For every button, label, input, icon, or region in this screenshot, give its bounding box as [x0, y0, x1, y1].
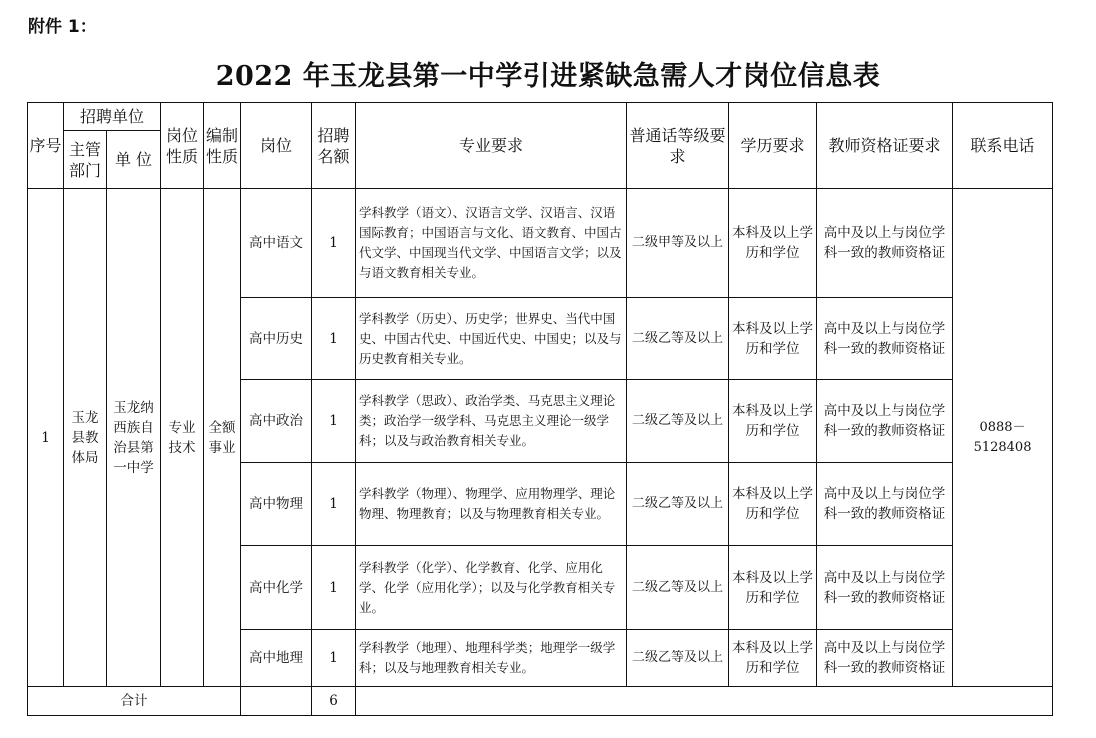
header-unit-group: 招聘单位: [64, 103, 161, 131]
post-cell: 高中物理: [241, 463, 312, 546]
unit-cell: 玉龙纳西族自治县第一中学: [107, 189, 161, 687]
header-staff-nature: 编制性质: [204, 103, 241, 189]
attachment-label: 附件 1：: [28, 17, 97, 37]
post-nature-cell: 专业技术: [161, 189, 204, 687]
certificate-cell: 高中及以上与岗位学科一致的教师资格证: [817, 380, 953, 463]
major-cell: 学科教学（语文）、汉语言文学、汉语言、汉语国际教育；中国语言与文化、语文教育、中国古代文学、中国现当代文学、中国语言文学；以及与语文教育相关专业。: [356, 189, 627, 298]
header-mandarin: 普通话等级要求: [627, 103, 729, 189]
page-title: 2022 年玉龙县第一中学引进紧缺急需人才岗位信息表: [215, 61, 881, 92]
total-post-empty: [241, 687, 312, 716]
header-row: [28, 103, 1053, 131]
total-rest-empty: [356, 687, 1053, 716]
education-cell: 本科及以上学历和学位: [729, 298, 817, 380]
total-quota: 6: [312, 687, 356, 716]
header-post-nature: 岗位性质: [161, 103, 204, 189]
education-cell: 本科及以上学历和学位: [729, 380, 817, 463]
dept-cell: 玉龙县教体局: [64, 189, 107, 687]
header-dept: 主管部门: [64, 131, 107, 189]
mandarin-cell: 二级甲等及以上: [627, 189, 729, 298]
seq-cell: 1: [28, 189, 64, 687]
quota-cell: 1: [312, 189, 356, 298]
header-phone: 联系电话: [953, 103, 1053, 189]
staff-nature-cell: 全额事业: [204, 189, 241, 687]
major-cell: 学科教学（思政）、政治学类、马克思主义理论类；政治学一级学科、马克思主义理论一级学科；以及与政治教育相关专业。: [356, 380, 627, 463]
education-cell: 本科及以上学历和学位: [729, 189, 817, 298]
header-unit: 单 位: [107, 131, 161, 189]
table-row: [28, 189, 1053, 298]
education-cell: 本科及以上学历和学位: [729, 630, 817, 687]
mandarin-cell: 二级乙等及以上: [627, 298, 729, 380]
phone-cell: 0888－5128408: [953, 189, 1053, 687]
total-label: 合计: [28, 687, 241, 716]
header-education: 学历要求: [729, 103, 817, 189]
mandarin-cell: 二级乙等及以上: [627, 630, 729, 687]
quota-cell: 1: [312, 380, 356, 463]
post-cell: 高中政治: [241, 380, 312, 463]
major-cell: 学科教学（历史）、历史学；世界史、当代中国史、中国古代史、中国近代史、中国史；以及与历史教育相关专业。: [356, 298, 627, 380]
mandarin-cell: 二级乙等及以上: [627, 380, 729, 463]
header-post: 岗位: [241, 103, 312, 189]
certificate-cell: 高中及以上与岗位学科一致的教师资格证: [817, 630, 953, 687]
positions-table: [27, 102, 1053, 716]
major-cell: 学科教学（物理）、物理学、应用物理学、理论物理、物理教育；以及与物理教育相关专业。: [356, 463, 627, 546]
post-cell: 高中化学: [241, 546, 312, 630]
post-cell: 高中语文: [241, 189, 312, 298]
certificate-cell: 高中及以上与岗位学科一致的教师资格证: [817, 189, 953, 298]
major-cell: 学科教学（化学）、化学教育、化学、应用化学、化学（应用化学）；以及与化学教育相关专业。: [356, 546, 627, 630]
certificate-cell: 高中及以上与岗位学科一致的教师资格证: [817, 298, 953, 380]
mandarin-cell: 二级乙等及以上: [627, 463, 729, 546]
quota-cell: 1: [312, 630, 356, 687]
header-major: 专业要求: [356, 103, 627, 189]
post-cell: 高中历史: [241, 298, 312, 380]
quota-cell: 1: [312, 546, 356, 630]
certificate-cell: 高中及以上与岗位学科一致的教师资格证: [817, 546, 953, 630]
quota-cell: 1: [312, 298, 356, 380]
quota-cell: 1: [312, 463, 356, 546]
education-cell: 本科及以上学历和学位: [729, 546, 817, 630]
major-cell: 学科教学（地理）、地理科学类；地理学一级学科；以及与地理教育相关专业。: [356, 630, 627, 687]
header-quota: 招聘名额: [312, 103, 356, 189]
total-row: [28, 687, 1053, 716]
certificate-cell: 高中及以上与岗位学科一致的教师资格证: [817, 463, 953, 546]
header-seq: 序号: [28, 103, 64, 189]
header-certificate: 教师资格证要求: [817, 103, 953, 189]
mandarin-cell: 二级乙等及以上: [627, 546, 729, 630]
post-cell: 高中地理: [241, 630, 312, 687]
education-cell: 本科及以上学历和学位: [729, 463, 817, 546]
